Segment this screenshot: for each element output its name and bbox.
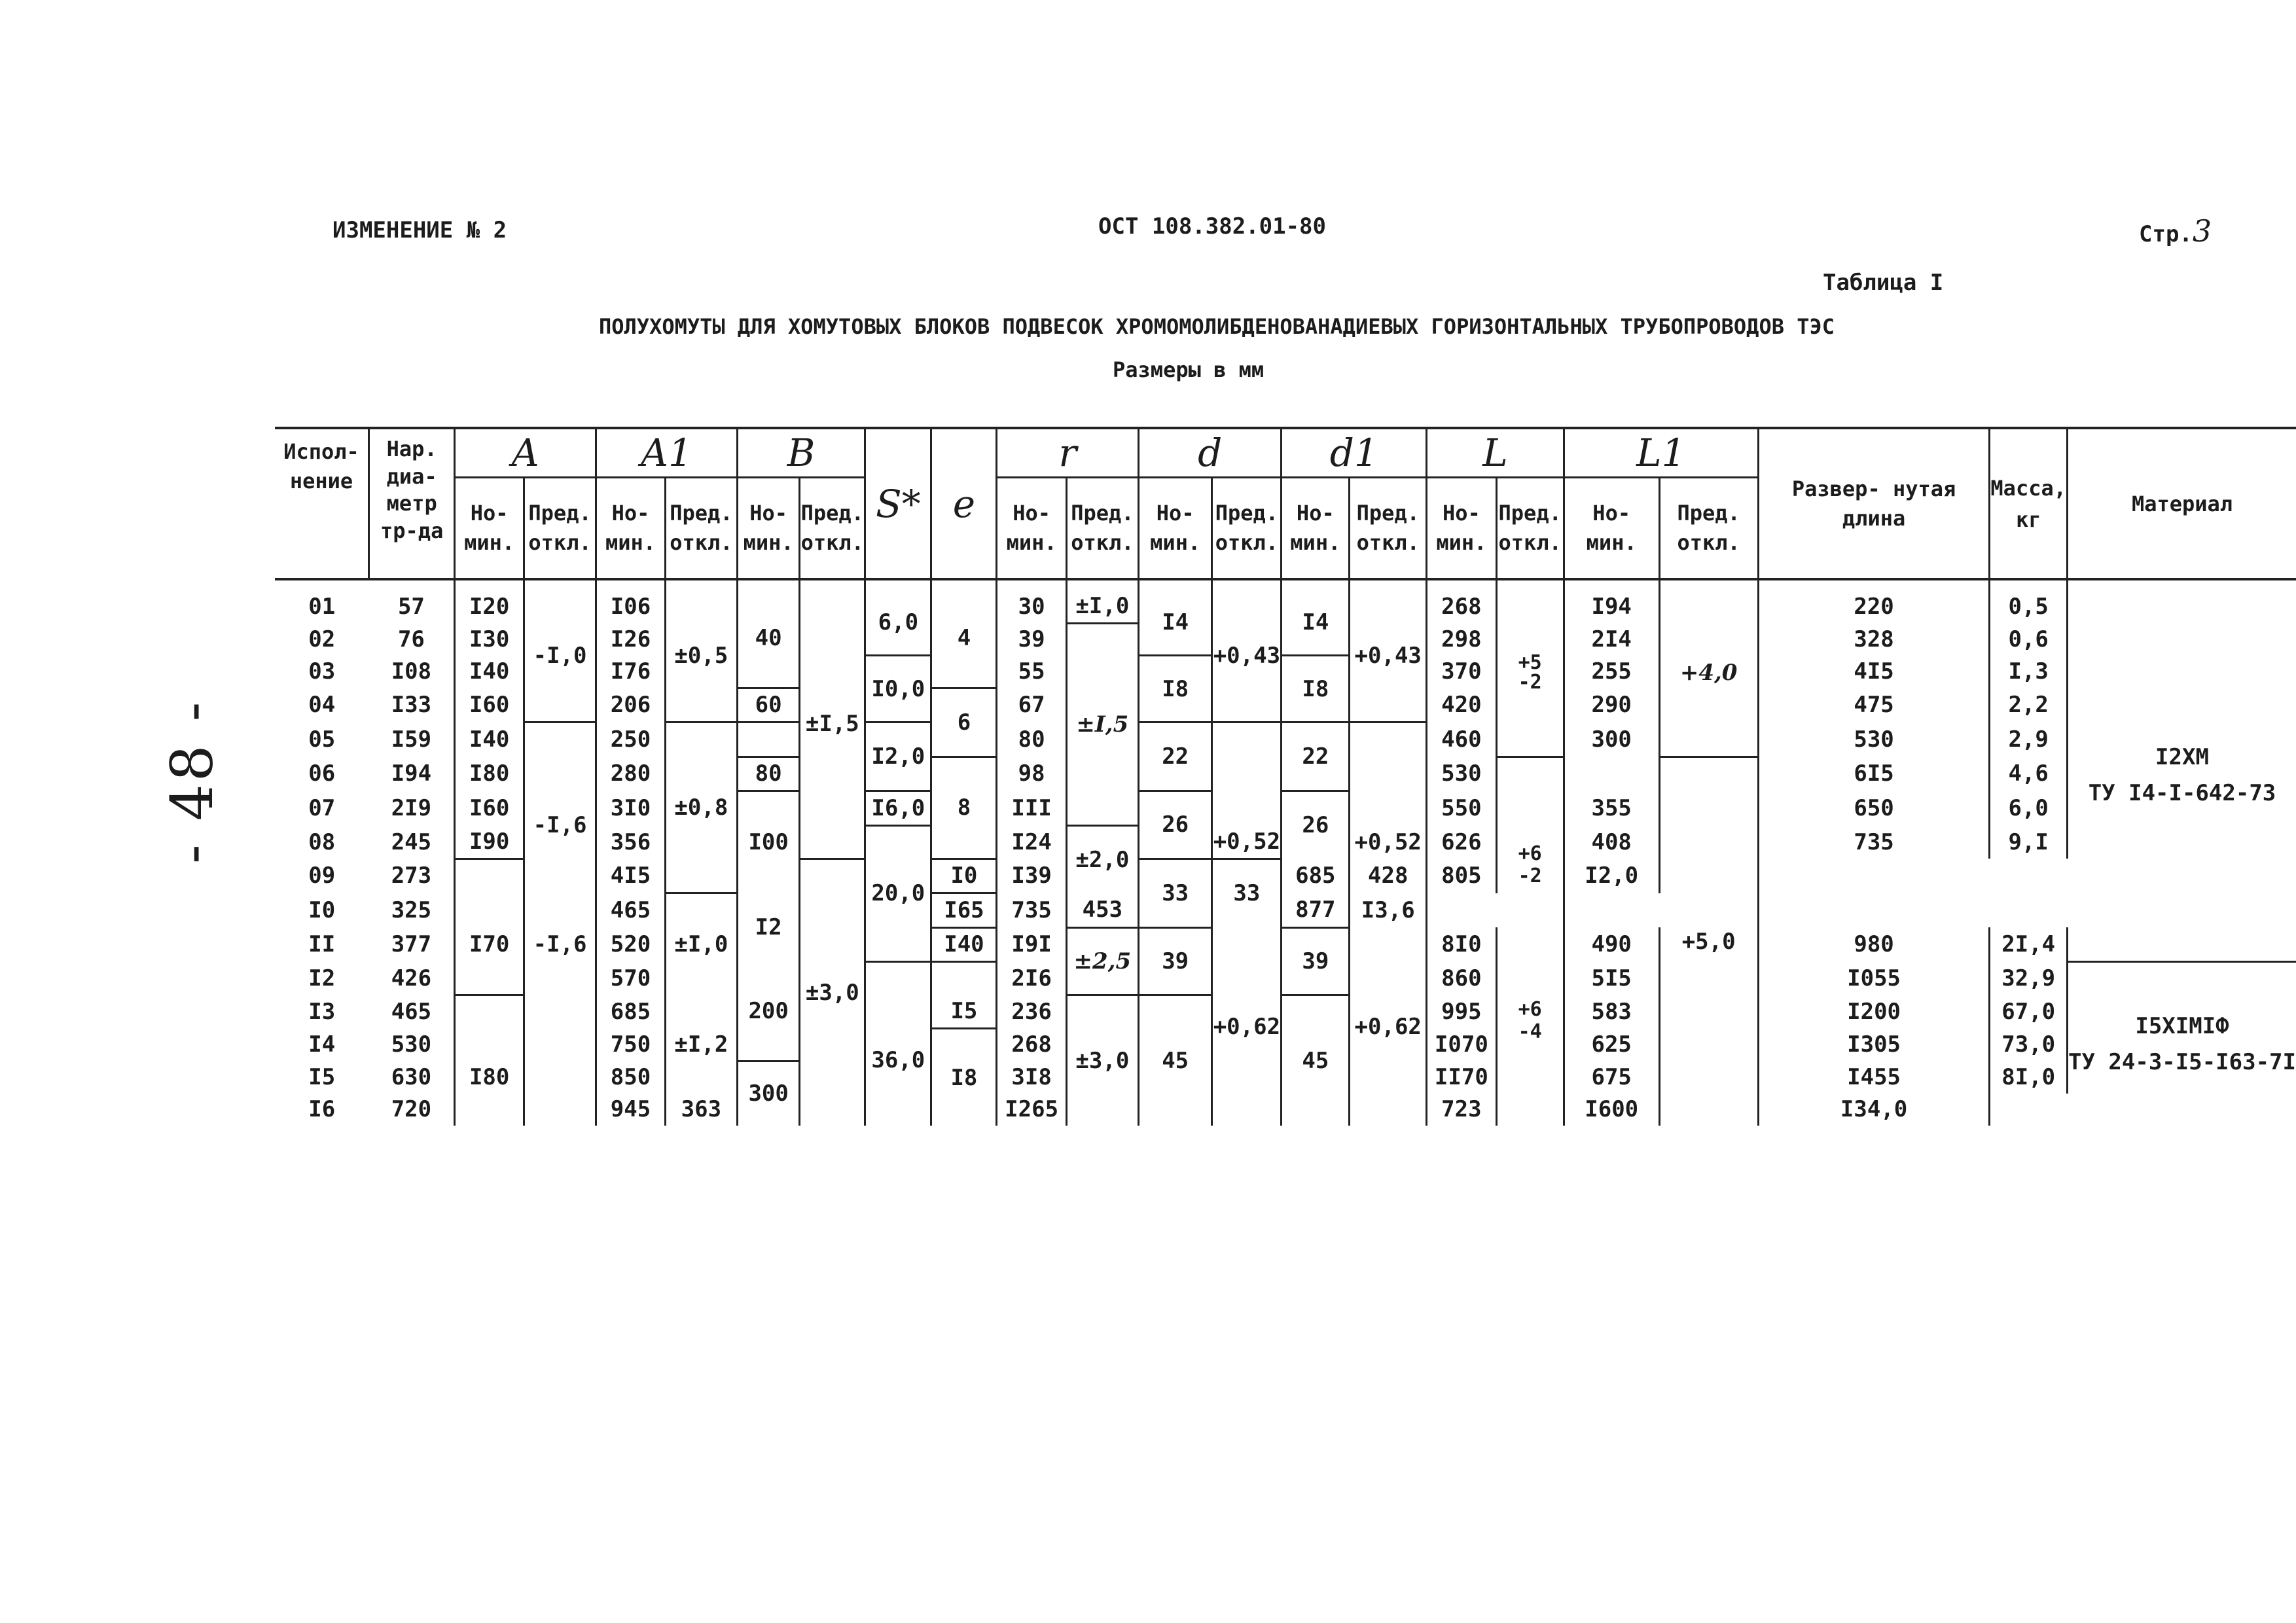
cell-isp: 09 [308, 863, 336, 889]
cell-B-pred: ±I,5 [800, 579, 865, 859]
cell-L-nom: 550 [1427, 791, 1496, 826]
cell-d-pred: +0,52 [1212, 722, 1282, 859]
cell-A-nom: I60 [455, 791, 524, 826]
L-pred-lower: -2 [1518, 670, 1542, 694]
cell-diam: 630 [369, 1061, 455, 1094]
cell-L1-nom: 583 [1564, 995, 1659, 1029]
cell-A1-nom: 850 [596, 1061, 666, 1094]
cell-mass: 32,9 [1990, 962, 2068, 995]
cell-e: 4 [931, 579, 997, 688]
cell-isp: 06 [308, 760, 336, 787]
cell-diam: 426 [369, 962, 455, 995]
cell-A1-nom: 4I5 [596, 859, 666, 893]
cell-mass: 0,6 [1990, 623, 2068, 656]
cell-d1-nom: I8 [1282, 656, 1350, 722]
sub-A1-nom: Но- мин. [596, 478, 666, 580]
cell-A1-pred: ±0,8 [665, 722, 737, 893]
cell-r-nom: 55 [997, 656, 1066, 688]
cell-isp: 07 [308, 794, 336, 821]
col-diameter: Нар. диа- метр тр-да [369, 428, 455, 579]
cell-d-pred: +0,43 [1212, 579, 1282, 722]
cell-isp: I5 [308, 1063, 336, 1090]
cell-A1-nom: 356 [596, 825, 666, 859]
sub-L-pred: Пред. откл. [1496, 478, 1564, 580]
cell-L1-nom: 255 [1564, 656, 1659, 688]
cell-diam: 2I9 [369, 791, 455, 826]
sub-B-pred: Пред. откл. [800, 478, 865, 580]
cell-r-nom: 363 [665, 1094, 737, 1126]
material-grade: I2ХМ [2155, 744, 2209, 771]
L-pred-upper: +5 [1518, 651, 1542, 674]
cell-r-nom: 30 [997, 579, 1066, 623]
cell-diam: 273 [369, 859, 455, 893]
cell-A1-pred: ±I,0 [665, 893, 737, 995]
table-label: Таблица I [1823, 270, 1944, 296]
L-pred-lower-2: -4 [1518, 1020, 1542, 1043]
col-A: A [455, 428, 596, 478]
cell-razv: 735 [1758, 825, 1990, 859]
col-A1: A1 [596, 428, 738, 478]
cell-A-pred [524, 1029, 596, 1061]
cell-d-nom: I4 [1138, 579, 1212, 656]
cell-diam: I33 [369, 688, 455, 722]
cell-L-nom: I070 [1427, 1029, 1496, 1061]
cell-L1-nom [1564, 757, 1659, 791]
cell-r-nom: I39 [997, 859, 1066, 893]
cell-A-nom [455, 859, 524, 893]
cell-r-nom: 39 [997, 623, 1066, 656]
cell-isp: 08 [308, 829, 336, 855]
cell-r-pred: ±3,0 [1066, 995, 1138, 1126]
cell-r-nom: 67 [997, 688, 1066, 722]
cell-B-pred: ±3,0 [800, 859, 865, 1126]
cell-mass: I3,6 [1350, 893, 1427, 928]
cell-razv: I200 [1758, 995, 1990, 1029]
cell-r-nom: 236 [997, 995, 1066, 1029]
cell-A-pred: -I,0 [524, 579, 596, 722]
cell-S: 20,0 [865, 825, 931, 962]
cell-diam: 530 [369, 1029, 455, 1061]
cell-e: 6 [931, 688, 997, 757]
margin-page-number: - 48 - [158, 699, 226, 864]
cell-A-pred [524, 962, 596, 995]
cell-e [931, 962, 997, 995]
table-row [275, 995, 2296, 1029]
cell-L1-nom: 723 [1427, 1094, 1496, 1126]
cell-r-nom: I65 [931, 893, 997, 928]
material-grade: I5ХIМIФ [2135, 1013, 2229, 1040]
page-prefix: Стр. [2139, 221, 2193, 247]
cell-L-nom: 530 [1427, 757, 1496, 791]
table-row [275, 579, 2296, 623]
cell-d1-nom: 39 [1282, 927, 1350, 995]
cell-d-nom: I8 [1138, 656, 1212, 722]
cell-L-nom: 370 [1427, 656, 1496, 688]
col-S: S* [865, 428, 931, 579]
cell-r-nom: III [997, 791, 1066, 826]
sub-A-nom: Но- мин. [455, 478, 524, 580]
cell-A-pred-2: -I,6 [524, 927, 596, 962]
cell-diam: 245 [369, 825, 455, 859]
cell-isp: I6 [308, 1096, 336, 1123]
cell-mass: 8I,0 [1990, 1061, 2068, 1094]
cell-A-pred [524, 1094, 596, 1126]
col-material: Материал [2068, 428, 2296, 579]
table-title: ПОЛУХОМУТЫ ДЛЯ ХОМУТОВЫХ БЛОКОВ ПОДВЕСОК ХРОМОМОЛИБДЕНОВАНАДИЕВЫХ ГОРИЗОНТАЛЬНЫХ ТРУБОПРОВОДОВ ТЭС [599, 314, 1835, 339]
cell-mass: 73,0 [1990, 1029, 2068, 1061]
cell-A1-pred: ±I,2 [665, 995, 737, 1094]
cell-r-nom: 98 [997, 757, 1066, 791]
cell-d1-pred: +0,43 [1350, 579, 1427, 722]
cell-A-nom [455, 995, 524, 1029]
col-e: e [931, 428, 997, 579]
cell-r-nom: 3I8 [997, 1061, 1066, 1094]
cell-A1-nom: 945 [596, 1094, 666, 1126]
cell-diam: 57 [369, 579, 455, 623]
cell-A1-nom: I26 [596, 623, 666, 656]
cell-L-nom: II70 [1427, 1061, 1496, 1094]
standard-number: ОСТ 108.382.01-80 [1098, 213, 1326, 240]
cell-diam: I08 [369, 656, 455, 688]
cell-A-nom: I30 [455, 623, 524, 656]
cell-razv: 650 [1758, 791, 1990, 826]
cell-razv: I055 [1758, 962, 1990, 995]
cell-isp: 05 [308, 726, 336, 753]
cell-isp: I3 [308, 999, 336, 1025]
cell-razv: 4I5 [1758, 656, 1990, 688]
sub-d1-pred: Пред. откл. [1350, 478, 1427, 580]
cell-S: I2,0 [865, 722, 931, 791]
cell-A1-nom: 465 [596, 893, 666, 928]
cell-r-nom: 80 [997, 722, 1066, 757]
cell-d1-nom: 26 [1282, 791, 1350, 859]
cell-L-nom: I265 [997, 1094, 1066, 1126]
sub-B-nom: Но- мин. [737, 478, 799, 580]
cell-B-nom: 80 [737, 757, 799, 791]
sub-r-pred: Пред. откл. [1066, 478, 1138, 580]
sub-d-nom: Но- мин. [1138, 478, 1212, 580]
cell-L1-nom: 290 [1564, 688, 1659, 722]
L-pred-upper: +6 [1518, 842, 1542, 865]
cell-A1-nom: 250 [596, 722, 666, 757]
cell-isp: I0 [308, 897, 336, 923]
cell-B-nom: 300 [737, 1061, 799, 1126]
sub-d1-nom: Но- мин. [1282, 478, 1350, 580]
cell-L1-nom: I94 [1564, 579, 1659, 623]
cell-d1-nom: 33 [1212, 859, 1282, 927]
cell-razv: 328 [1758, 623, 1990, 656]
cell-A1-nom: I76 [596, 656, 666, 688]
cell-mass: 9,I [1990, 825, 2068, 859]
cell-razv: I600 [1564, 1094, 1659, 1126]
cell-A1-nom: 520 [596, 927, 666, 962]
col-B: B [737, 428, 865, 478]
cell-diam: I59 [369, 722, 455, 757]
cell-L-nom: 298 [1427, 623, 1496, 656]
cell-diam: 377 [369, 927, 455, 962]
cell-d1-pred: +0,62 [1350, 927, 1427, 1126]
dimension-table [275, 427, 2296, 1126]
cell-A-nom: I80 [455, 757, 524, 791]
cell-S [865, 962, 931, 995]
cell-e: I0 [931, 859, 997, 893]
cell-A-nom: I40 [455, 656, 524, 688]
cell-d1-nom: 45 [1282, 995, 1350, 1126]
page-number [2139, 213, 2212, 249]
cell-d1-pred: +0,52 [1350, 722, 1427, 859]
cell-A1-nom: 280 [596, 757, 666, 791]
cell-L1-nom: 428 [1350, 859, 1427, 893]
cell-A-nom: I90 [455, 825, 524, 859]
cell-A1-nom: 3I0 [596, 791, 666, 826]
cell-isp: 04 [308, 692, 336, 719]
col-d1: d1 [1282, 428, 1427, 478]
cell-razv: 805 [1427, 859, 1496, 893]
L-pred-lower: -2 [1518, 864, 1542, 887]
cell-L-nom: 685 [1282, 859, 1350, 893]
cell-L1-nom: 625 [1564, 1029, 1659, 1061]
col-L: L [1427, 428, 1564, 478]
cell-isp: 02 [308, 626, 336, 652]
cell-A-pred [524, 1061, 596, 1094]
cell-A-pred [524, 995, 596, 1029]
cell-L1-nom: 300 [1564, 722, 1659, 757]
cell-diam: 465 [369, 995, 455, 1029]
cell-L-nom: 460 [1427, 722, 1496, 757]
cell-diam: 76 [369, 623, 455, 656]
cell-razv: 220 [1758, 579, 1990, 623]
cell-r-pred: ±I,0 [1066, 579, 1138, 623]
col-L1: L1 [1564, 428, 1758, 478]
cell-razv: 6I5 [1758, 757, 1990, 791]
cell-L1-nom: 355 [1564, 791, 1659, 826]
cell-A-nom [455, 962, 524, 995]
cell-L-pred [1496, 579, 1564, 757]
table-row [275, 722, 2296, 757]
cell-d-nom: 33 [1138, 859, 1212, 927]
cell-mass: I2,0 [1564, 859, 1659, 893]
table-subtitle: Размеры в мм [1113, 357, 1265, 382]
cell-B-nom: I00 [737, 791, 799, 893]
cell-e: I5 [931, 995, 997, 1029]
cell-d-nom: 22 [1138, 722, 1212, 791]
sub-L-nom: Но- мин. [1427, 478, 1496, 580]
cell-d-nom: 26 [1138, 791, 1212, 859]
col-d: d [1138, 428, 1281, 478]
cell-mass: 67,0 [1990, 995, 2068, 1029]
cell-e: I2 [737, 893, 799, 962]
cell-S: 36,0 [865, 995, 931, 1126]
cell-diam: I94 [369, 757, 455, 791]
change-notice: ИЗМЕНЕНИЕ № 2 [332, 217, 507, 243]
cell-mass: I,3 [1990, 656, 2068, 688]
cell-isp: 01 [308, 593, 336, 620]
material-cell-1 [2068, 579, 2296, 962]
cell-d-nom: 39 [1138, 927, 1212, 995]
cell-L1-nom: 5I5 [1564, 962, 1659, 995]
cell-A-nom: I60 [455, 688, 524, 722]
col-ispolnenie: Испол- нение [275, 428, 369, 579]
cell-A-nom: I20 [455, 579, 524, 623]
cell-isp: II [308, 931, 336, 958]
cell-d1-nom: I4 [1282, 579, 1350, 656]
cell-A1-pred: ±0,5 [665, 579, 737, 722]
cell-e: I8 [931, 1029, 997, 1126]
cell-S: I6,0 [865, 791, 931, 826]
cell-B-nom: I40 [931, 927, 997, 962]
cell-mass: 2,9 [1990, 722, 2068, 757]
cell-razv: 980 [1758, 927, 1990, 962]
material-cell-2 [2068, 962, 2296, 1126]
cell-mass: 6,0 [1990, 791, 2068, 826]
cell-r-pred: ±2,0 [1066, 825, 1138, 893]
cell-L-nom: 995 [1427, 995, 1496, 1029]
cell-A-nom: I80 [455, 1061, 524, 1094]
cell-razv: I305 [1758, 1029, 1990, 1061]
sub-d-pred: Пред. откл. [1212, 478, 1282, 580]
L-pred-upper-2: +6 [1518, 997, 1542, 1021]
cell-razv: 530 [1758, 722, 1990, 757]
cell-L1-nom: 2I4 [1564, 623, 1659, 656]
sub-A-pred: Пред. откл. [524, 478, 596, 580]
cell-A-nom [455, 1094, 524, 1126]
cell-r-nom: I9I [997, 927, 1066, 962]
table-row [275, 927, 2296, 962]
cell-L-nom: 860 [1427, 962, 1496, 995]
cell-L1-pred: +4,0 [1659, 579, 1758, 757]
cell-razv: 877 [1282, 893, 1350, 928]
cell-S: 6,0 [865, 579, 931, 656]
col-developed-length: Развер- нутая длина [1758, 428, 1990, 579]
cell-mass: 4,6 [1990, 757, 2068, 791]
cell-A1-nom: I06 [596, 579, 666, 623]
cell-L-nom: 268 [1427, 579, 1496, 623]
cell-mass: 2,2 [1990, 688, 2068, 722]
cell-d-nom: 45 [1138, 995, 1212, 1126]
cell-B-nom: 200 [737, 962, 799, 1061]
cell-isp: I4 [308, 1031, 336, 1058]
page-number-value: 3 [2192, 213, 2212, 249]
material-spec: ТУ 24-3-I5-I63-7I [2068, 1048, 2296, 1075]
cell-A-nom [455, 893, 524, 928]
cell-B-nom: 60 [737, 688, 799, 722]
cell-diam: 720 [369, 1094, 455, 1126]
cell-S: I0,0 [865, 656, 931, 722]
cell-mass: I34,0 [1758, 1094, 1990, 1126]
cell-A-pred: -I,6 [524, 722, 596, 928]
cell-razv: 475 [1758, 688, 1990, 722]
sub-r-nom: Но- мин. [997, 478, 1066, 580]
cell-A1-nom: 570 [596, 962, 666, 995]
cell-mass: 0,5 [1990, 579, 2068, 623]
cell-L1-pred: +5,0 [1659, 757, 1758, 1126]
cell-B-nom: 40 [737, 579, 799, 688]
cell-A1-nom: 206 [596, 688, 666, 722]
cell-L1-nom: 675 [1564, 1061, 1659, 1094]
col-mass: Масса, кг [1990, 428, 2068, 579]
cell-L-pred [1496, 757, 1564, 1126]
cell-A1-nom: 685 [596, 995, 666, 1029]
col-r: r [997, 428, 1139, 478]
cell-isp: 03 [308, 658, 336, 685]
cell-L-nom: 420 [1427, 688, 1496, 722]
cell-r-nom: I24 [997, 825, 1066, 859]
cell-d1-nom: 22 [1282, 722, 1350, 791]
cell-L-nom: 626 [1427, 825, 1496, 859]
cell-A-nom: I70 [455, 927, 524, 962]
cell-r-nom: 2I6 [997, 962, 1066, 995]
cell-A-nom [455, 1029, 524, 1061]
cell-L1-nom: 408 [1564, 825, 1659, 859]
sub-L1-nom: Но- мин. [1564, 478, 1659, 580]
cell-B-spacer [737, 722, 799, 757]
cell-A1-nom: 750 [596, 1029, 666, 1061]
cell-L-nom: 8I0 [1427, 927, 1496, 962]
cell-diam: 325 [369, 893, 455, 928]
cell-L-nom: 735 [997, 893, 1066, 928]
cell-r-pred: ±I,5 [1066, 623, 1138, 825]
cell-mass: 2I,4 [1990, 927, 2068, 962]
cell-r-nom: 268 [997, 1029, 1066, 1061]
cell-r-pred: ±2,5 [1066, 927, 1138, 995]
cell-d-pred: +0,62 [1212, 927, 1282, 1126]
cell-razv: I455 [1758, 1061, 1990, 1094]
cell-L1-nom: 453 [1066, 893, 1138, 928]
sub-A1-pred: Пред. откл. [665, 478, 737, 580]
material-spec: ТУ I4-I-642-73 [2088, 779, 2276, 806]
cell-A-nom: I40 [455, 722, 524, 757]
cell-L1-nom: 490 [1564, 927, 1659, 962]
cell-isp: I2 [308, 965, 336, 991]
sub-L1-pred: Пред. откл. [1659, 478, 1758, 580]
cell-e: 8 [931, 757, 997, 859]
